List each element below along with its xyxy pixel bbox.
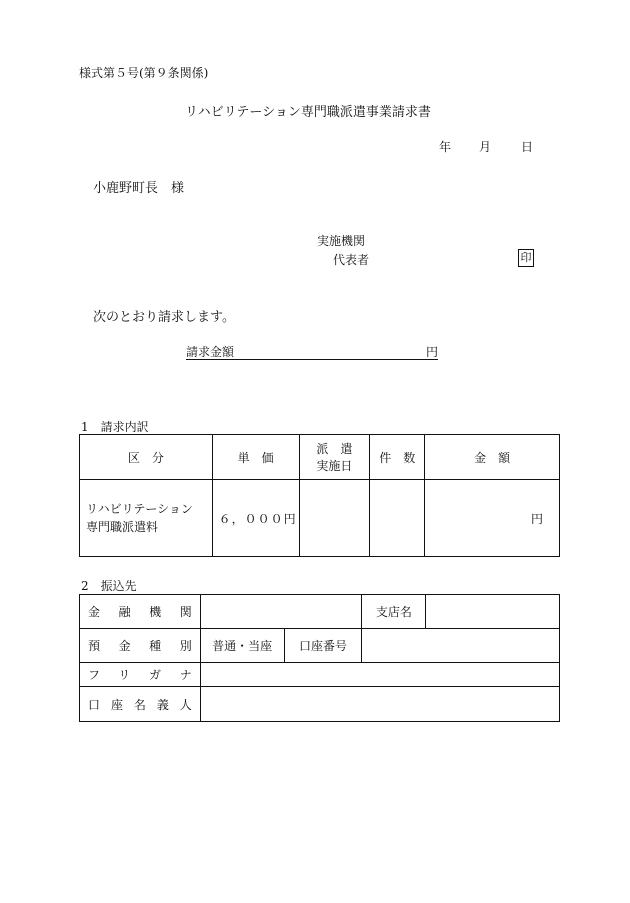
billing-table: [79, 434, 560, 557]
date-line: [439, 138, 533, 155]
bank-row: [80, 595, 560, 629]
bank-label: 金融機関: [80, 595, 201, 629]
date-day: 日: [521, 140, 534, 154]
section2-heading: 2 振込先: [81, 579, 137, 593]
furigana-label: フリガナ: [80, 663, 201, 687]
header-count: 件 数: [370, 435, 425, 480]
header-dispatch-date: [299, 435, 370, 480]
deposit-type-label: 預金種別: [80, 629, 201, 663]
item-cell: [80, 480, 213, 557]
branch-label: 支店名: [362, 595, 426, 629]
representative-label: 代表者: [333, 253, 370, 267]
header-dispatch-line2: 実施日: [316, 459, 353, 473]
account-holder-label: 口座名義人: [80, 687, 201, 722]
addressee: 小鹿野町長 様: [93, 181, 185, 196]
bank-value[interactable]: [200, 595, 362, 629]
form-number: 様式第５号(第９条関係): [79, 66, 209, 80]
account-number-value[interactable]: [362, 629, 560, 663]
account-number-label: 口座番号: [284, 629, 362, 663]
bank-table: [79, 594, 560, 722]
date-month: 月: [479, 140, 492, 154]
count-value[interactable]: [370, 480, 425, 557]
section1-heading: 1 請求内訳: [81, 420, 149, 434]
item-line1: リハビリテーション: [86, 502, 193, 516]
amount-line: [186, 343, 438, 360]
account-holder-row: [80, 687, 560, 722]
billing-header-row: [80, 435, 560, 480]
intro-text: 次のとおり請求します。: [93, 310, 235, 325]
unit-price-value: ６，０００円: [212, 480, 299, 557]
branch-value[interactable]: [426, 595, 560, 629]
billing-row: [80, 480, 560, 557]
deposit-type-row: [80, 629, 560, 663]
amount-value[interactable]: 円: [425, 480, 560, 557]
furigana-row: [80, 663, 560, 687]
date-year: 年: [439, 140, 452, 154]
deposit-type-value[interactable]: 普通・当座: [200, 629, 284, 663]
furigana-value[interactable]: [200, 663, 559, 687]
amount-unit: 円: [425, 345, 438, 359]
header-amount: 金 額: [425, 435, 560, 480]
account-holder-value[interactable]: [200, 687, 559, 722]
item-line2: 専門職派遣料: [86, 520, 159, 534]
header-category: 区 分: [80, 435, 213, 480]
amount-label: 請求金額: [186, 345, 235, 359]
dispatch-date-value[interactable]: [299, 480, 370, 557]
document-title: リハビリテーション専門職派遣事業請求書: [185, 105, 431, 120]
seal-mark: 印: [518, 249, 534, 267]
header-dispatch-line1: 派 遣: [316, 442, 353, 456]
organization-label: 実施機関: [317, 234, 366, 248]
header-unit-price: 単 価: [212, 435, 299, 480]
